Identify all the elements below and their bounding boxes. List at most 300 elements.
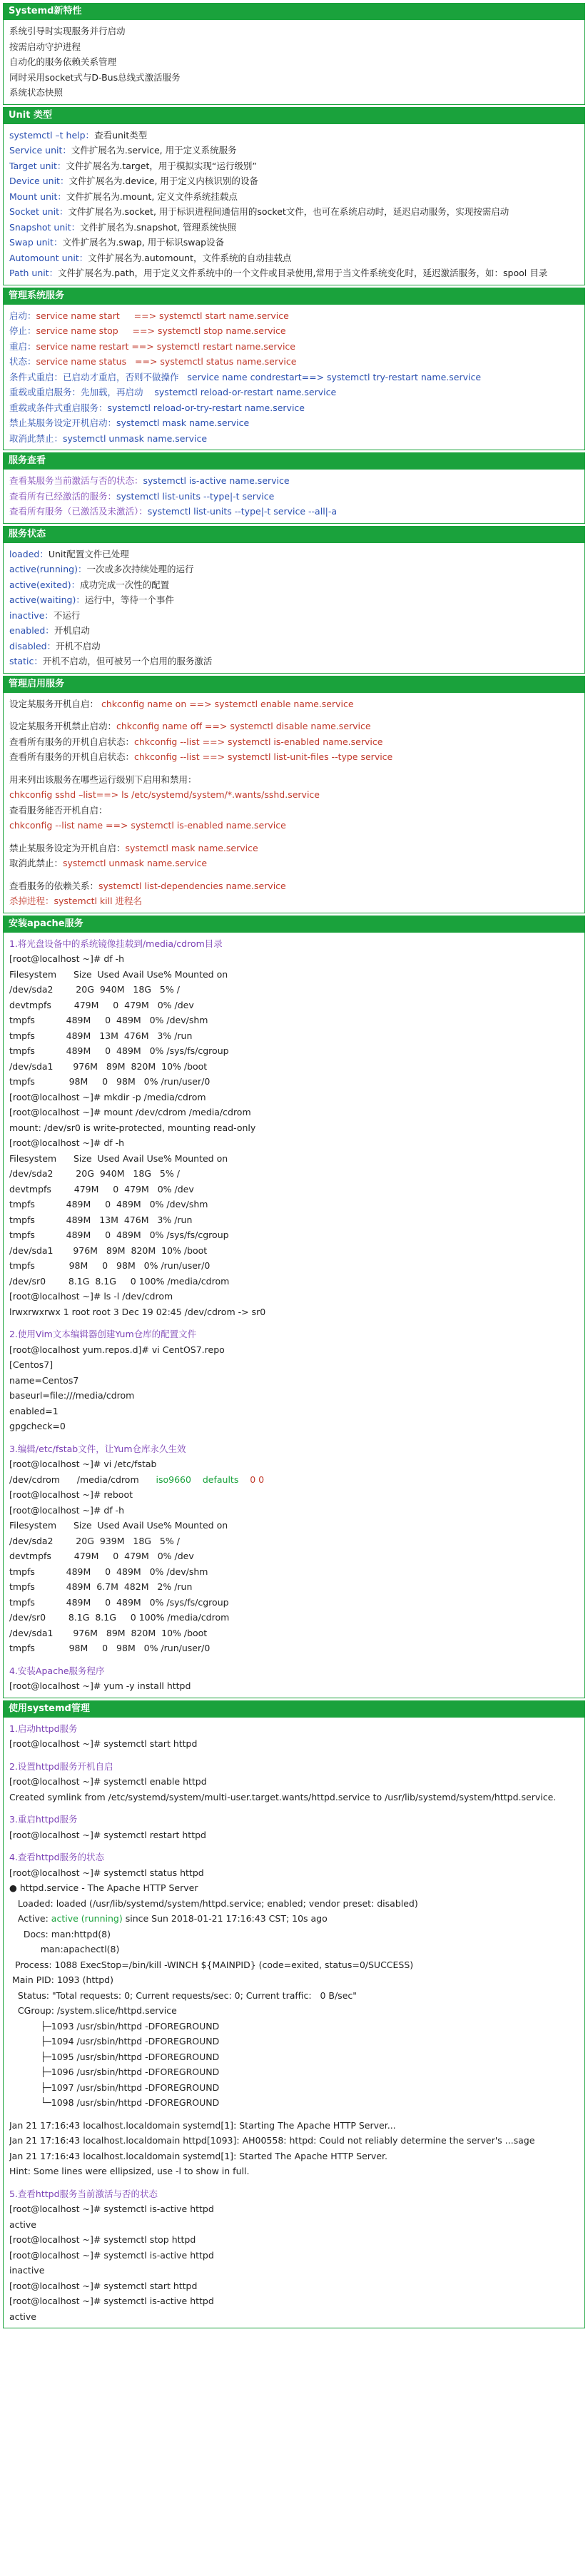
text-line <box>9 1812 579 1827</box>
text-segment: Unit配置文件已处理 <box>48 548 129 559</box>
text-line <box>9 2232 579 2248</box>
text-segment: tmpfs 489M 6.7M 482M 2% /run <box>9 1581 193 1592</box>
text-line <box>9 1274 579 1289</box>
text-line <box>9 1197 579 1212</box>
text-line <box>9 734 579 750</box>
text-segment: Jan 21 17:16:43 localhost.localdomain systemd[1]: Starting The Apache HTTP Server... <box>9 2119 396 2131</box>
text-segment: tmpfs 98M 0 98M 0% /run/user/0 <box>9 1260 211 1271</box>
text-segment: Socket unit： <box>9 206 69 217</box>
text-line <box>9 70 579 86</box>
section-heading: 服务查看 <box>3 452 585 470</box>
section-body <box>3 124 585 285</box>
text-segment: systemctl kill 进程名 <box>54 896 143 906</box>
text-line <box>9 173 579 189</box>
text-segment: [root@localhost ~]# reboot <box>9 1489 133 1500</box>
text-line <box>9 592 579 608</box>
text-line <box>9 1927 579 1942</box>
text-line <box>9 2248 579 2263</box>
text-line <box>9 1357 579 1373</box>
text-segment: 文件扩展名为.socket, 用于标识进程间通信用的socket文件，也可在系统启动时，延迟启动服务，实现按需启动 <box>68 206 510 217</box>
text-segment: 条件式重启：已启动才重启，否则不做操作 service name condrestart==> systemctl try-restart name.service <box>9 371 482 382</box>
text-line <box>9 431 579 447</box>
text-segment: Docs: man:httpd(8) <box>9 1928 111 1939</box>
text-segment: Process: 1088 ExecStop=/bin/kill -WINCH ${MAINPID} (code=exited, status=0/SUCCESS) <box>9 1959 414 1970</box>
text-line <box>9 2049 579 2065</box>
text-segment: 文件扩展名为.mount, 定义文件系统挂载点 <box>66 191 238 202</box>
text-segment: 系统状态快照 <box>9 87 64 98</box>
text-segment: ├─1094 /usr/sbin/httpd -DFOREGROUND <box>9 2036 220 2047</box>
blank-line <box>9 1752 579 1759</box>
text-line <box>9 39 579 55</box>
text-line <box>9 1641 579 1656</box>
text-line <box>9 1166 579 1182</box>
text-line <box>9 128 579 143</box>
text-segment: tmpfs 489M 0 489M 0% /dev/shm <box>9 1566 208 1577</box>
text-line <box>9 1342 579 1358</box>
text-line <box>9 1120 579 1136</box>
text-line <box>9 339 579 355</box>
text-segment: [root@localhost ~]# systemctl status httpd <box>9 1867 204 1878</box>
blank-line <box>9 1842 579 1850</box>
text-segment: ● httpd.service - The Apache HTTP Server <box>9 1882 198 1893</box>
text-segment: [root@localhost ~]# systemctl is-active httpd <box>9 2204 214 2214</box>
text-line <box>9 878 579 894</box>
text-line <box>9 608 579 624</box>
text-segment: chkconfig name on ==> systemctl enable name.service <box>98 698 354 709</box>
text-segment: [root@localhost ~]# df -h <box>9 1504 125 1516</box>
text-segment: man:apachectl(8) <box>9 1944 120 1954</box>
text-segment: ├─1095 /usr/sbin/httpd -DFOREGROUND <box>9 2051 220 2062</box>
text-line <box>9 2164 579 2179</box>
text-segment: Swap unit： <box>9 237 63 248</box>
text-segment: systemctl is-active name.service <box>143 475 290 486</box>
text-segment: [root@localhost ~]# df -h <box>9 1137 125 1148</box>
text-line <box>9 1388 579 1404</box>
text-segment: Automount unit： <box>9 252 88 263</box>
blank-line <box>9 1805 579 1812</box>
text-line <box>9 1736 579 1752</box>
text-line <box>9 204 579 220</box>
text-segment: 一次或多次持续处理的运行 <box>86 564 194 574</box>
section-heading: 安装apache服务 <box>3 916 585 933</box>
text-segment: Service unit： <box>9 145 71 156</box>
text-segment: name=Centos7 <box>9 1374 79 1386</box>
text-line <box>9 235 579 250</box>
text-line <box>9 158 579 174</box>
text-segment: 取消此禁止： <box>9 858 64 868</box>
text-segment: tmpfs 489M 0 489M 0% /dev/shm <box>9 1199 208 1210</box>
text-segment: 1.启动httpd服务 <box>9 1723 78 1734</box>
text-segment: 重载或重启服务：先加载，再启动 systemctl reload-or-restart name.service <box>9 387 337 397</box>
text-line <box>9 893 579 909</box>
text-segment: 按需启动守护进程 <box>9 41 81 52</box>
text-segment: 查看所有服务（已激活及未激活）： <box>9 506 148 517</box>
text-line <box>9 967 579 983</box>
text-segment: [root@localhost ~]# yum -y install httpd <box>9 1680 191 1691</box>
section-body <box>3 1718 585 2329</box>
blank-line <box>9 1434 579 1441</box>
text-segment: 3.编辑/etc/fstab文件，让Yum仓库永久生效 <box>9 1443 186 1454</box>
text-line <box>9 2263 579 2278</box>
text-line <box>9 772 579 788</box>
text-line <box>9 220 579 235</box>
text-segment: Filesystem Size Used Avail Use% Mounted on <box>9 1520 228 1531</box>
section-heading: 管理启用服务 <box>3 676 585 693</box>
section-body <box>3 933 585 1698</box>
text-line <box>9 1258 579 1274</box>
text-segment: Active: <box>9 1913 51 1924</box>
text-segment: active <box>9 2311 36 2322</box>
text-segment: 停止： <box>9 325 36 336</box>
text-segment: gpgcheck=0 <box>9 1421 66 1431</box>
text-segment: /dev/cdrom /media/cdrom <box>9 1474 156 1485</box>
text-segment: [root@localhost ~]# systemctl stop httpd <box>9 2234 196 2245</box>
text-line <box>9 818 579 833</box>
text-line <box>9 1579 579 1595</box>
text-segment: systemctl –t help： <box>9 129 95 141</box>
text-line <box>9 1289 579 1304</box>
text-line <box>9 1896 579 1912</box>
text-segment: chkconfig name off ==> systemctl disable name.service <box>116 721 371 731</box>
text-segment: since Sun 2018-01-21 17:16:43 CST; 10s ago <box>122 1913 328 1924</box>
text-segment: ├─1093 /usr/sbin/httpd -DFOREGROUND <box>9 2020 220 2032</box>
text-line <box>9 1487 579 1503</box>
text-segment: tmpfs 98M 0 98M 0% /run/user/0 <box>9 1643 211 1653</box>
text-segment: 0 0 <box>247 1474 265 1485</box>
blank-line <box>9 1319 579 1327</box>
blank-line <box>9 2179 579 2186</box>
text-line <box>9 1472 579 1488</box>
text-segment: mount: /dev/sr0 is write-protected, mounting read-only <box>9 1122 256 1133</box>
text-line <box>9 1503 579 1518</box>
text-line <box>9 2003 579 2019</box>
text-line <box>9 1957 579 1973</box>
text-line <box>9 1043 579 1059</box>
text-line <box>9 936 579 952</box>
text-line <box>9 623 579 639</box>
text-segment: 重载或条件式重启服务：systemctl reload-or-try-restart name.service <box>9 402 305 413</box>
text-segment: /dev/sda1 976M 89M 820M 10% /boot <box>9 1060 208 1072</box>
text-line <box>9 1243 579 1259</box>
text-line <box>9 1626 579 1641</box>
text-segment: 文件扩展名为.device, 用于定义内核识别的设备 <box>69 176 258 186</box>
text-segment: baseurl=file:///media/cdrom <box>9 1390 135 1401</box>
text-line <box>9 1304 579 1320</box>
text-segment: enabled： <box>9 625 54 636</box>
text-segment: 文件扩展名为.automount，文件系统的自动挂载点 <box>88 252 292 263</box>
text-line <box>9 982 579 998</box>
text-line <box>9 143 579 158</box>
text-segment: systemctl mask name.service <box>125 842 258 853</box>
text-segment: 查看unit类型 <box>94 129 148 141</box>
text-segment: └─1098 /usr/sbin/httpd -DFOREGROUND <box>9 2097 220 2108</box>
text-segment: service name restart ==> systemctl restart name.service <box>36 340 295 352</box>
text-line <box>9 1028 579 1044</box>
text-segment: iso9660 <box>156 1474 191 1485</box>
text-segment: 开机启动 <box>54 625 90 636</box>
text-line <box>9 354 579 370</box>
text-segment: active <box>9 2218 36 2230</box>
text-segment: [root@localhost ~]# systemctl start httpd <box>9 1738 198 1749</box>
text-segment: 状态： <box>9 356 36 367</box>
text-line <box>9 2133 579 2149</box>
text-segment: Mount unit： <box>9 191 66 202</box>
text-segment: 开机不启动 <box>56 640 101 651</box>
section-body <box>3 305 585 451</box>
text-segment: Status: "Total requests: 0; Current requests/sec: 0; Current traffic: 0 B/sec" <box>9 1989 358 2001</box>
text-segment: devtmpfs 479M 0 479M 0% /dev <box>9 1183 194 1195</box>
text-line <box>9 1865 579 1881</box>
section-body <box>3 693 585 913</box>
text-line <box>9 1227 579 1243</box>
text-segment: 设定某服务开机禁止启动： <box>9 721 117 731</box>
text-segment: defaults <box>191 1474 248 1485</box>
text-segment: Filesystem Size Used Avail Use% Mounted on <box>9 968 228 980</box>
text-segment: 杀掉进程： <box>9 896 54 906</box>
text-segment: disabled： <box>9 640 56 651</box>
text-segment: 系统引导时实现服务并行启动 <box>9 26 126 36</box>
text-segment: [root@localhost ~]# mount /dev/cdrom /media/cdrom <box>9 1107 251 1117</box>
text-segment: systemctl list-units --type|-t service --all|-a <box>147 506 338 517</box>
text-segment: /dev/sr0 8.1G 8.1G 0 100% /media/cdrom <box>9 1612 230 1623</box>
blank-line <box>9 2111 579 2118</box>
text-line <box>9 562 579 577</box>
text-segment: 查看服务的依赖关系： <box>9 880 99 891</box>
section-heading: 服务状态 <box>3 526 585 543</box>
text-segment: CGroup: /system.slice/httpd.service <box>9 2005 177 2016</box>
text-line <box>9 323 579 339</box>
text-segment: static： <box>9 656 43 666</box>
text-segment: /dev/sr0 8.1G 8.1G 0 100% /media/cdrom <box>9 1275 230 1287</box>
text-line <box>9 2019 579 2034</box>
text-segment: [root@localhost ~]# ls -l /dev/cdrom <box>9 1291 173 1302</box>
text-segment: [Centos7] <box>9 1359 54 1370</box>
text-line <box>9 749 579 765</box>
section-body <box>3 543 585 674</box>
text-segment: [root@localhost ~]# systemctl restart httpd <box>9 1829 206 1840</box>
text-line <box>9 841 579 856</box>
text-segment: inactive： <box>9 609 54 621</box>
text-segment: 查看某服务当前激活与否的状态： <box>9 475 143 486</box>
text-segment: Path unit： <box>9 268 59 278</box>
text-segment: Main PID: 1093 (httpd) <box>9 1974 113 1985</box>
section-heading: 使用systemd管理 <box>3 1700 585 1718</box>
text-line <box>9 1419 579 1434</box>
text-segment: [root@localhost ~]# mkdir -p /media/cdrom <box>9 1091 206 1102</box>
text-line <box>9 1663 579 1679</box>
text-line <box>9 1721 579 1737</box>
text-line <box>9 24 579 39</box>
text-line <box>9 2080 579 2096</box>
text-segment: inactive <box>9 2265 45 2276</box>
text-segment: Loaded: loaded (/usr/lib/systemd/system/httpd.service; enabled; vendor preset: disabled) <box>9 1897 418 1909</box>
text-line <box>9 1595 579 1611</box>
text-line <box>9 1456 579 1472</box>
text-segment: /dev/sda1 976M 89M 820M 10% /boot <box>9 1627 208 1638</box>
text-segment: 2.设置httpd服务开机自启 <box>9 1760 113 1772</box>
text-segment: [root@localhost ~]# vi /etc/fstab <box>9 1459 157 1469</box>
text-line <box>9 856 579 871</box>
text-segment: [root@localhost ~]# systemctl enable httpd <box>9 1776 207 1787</box>
text-line <box>9 1850 579 1865</box>
text-segment: 文件扩展名为.path，用于定义文件系统中的一个文件或目录使用,常用于当文件系统变化时，延迟激活服务，如：spool 目录 <box>58 268 548 278</box>
text-segment: 重启： <box>9 340 36 352</box>
text-segment: chkconfig --list name ==> systemctl is-enabled name.service <box>9 820 286 831</box>
text-line <box>9 1151 579 1167</box>
text-line <box>9 400 579 416</box>
text-line <box>9 2278 579 2294</box>
text-line <box>9 1533 579 1549</box>
text-segment: systemctl unmask name.service <box>63 858 208 868</box>
text-line <box>9 1827 579 1843</box>
text-line <box>9 1988 579 2004</box>
text-segment: active(exited)： <box>9 579 81 590</box>
text-line <box>9 1972 579 1988</box>
text-line <box>9 1059 579 1075</box>
text-segment: ├─1096 /usr/sbin/httpd -DFOREGROUND <box>9 2067 220 2077</box>
text-line <box>9 1564 579 1580</box>
text-segment: 运行中，等待一个事件 <box>84 594 174 605</box>
text-line <box>9 2064 579 2080</box>
text-line <box>9 998 579 1013</box>
text-segment: Jan 21 17:16:43 localhost.localdomain httpd[1093]: AH00558: httpd: Could not reliably determine the server's ...sage <box>9 2135 535 2146</box>
text-segment: 3.重启httpd服务 <box>9 1814 78 1825</box>
text-segment: 自动化的服务依赖关系管理 <box>9 56 117 67</box>
text-line <box>9 1790 579 1805</box>
text-segment: 文件扩展名为.target，用于模拟实现“运行级别” <box>66 160 257 171</box>
text-segment: tmpfs 489M 0 489M 0% /sys/fs/cgroup <box>9 1229 229 1240</box>
text-segment: lrwxrwxrwx 1 root root 3 Dec 19 02:45 /dev/cdrom -> sr0 <box>9 1306 266 1317</box>
text-segment: 文件扩展名为.snapshot, 管理系统快照 <box>80 221 237 233</box>
document-page <box>3 0 585 2333</box>
text-line <box>9 1404 579 1419</box>
text-segment: loaded： <box>9 548 49 559</box>
text-segment: /dev/sda1 976M 89M 820M 10% /boot <box>9 1244 208 1256</box>
blank-line <box>9 765 579 772</box>
text-line <box>9 473 579 489</box>
text-line <box>9 2034 579 2049</box>
text-segment: [root@localhost ~]# systemctl start httpd <box>9 2280 198 2291</box>
section-heading: 管理系统服务 <box>3 288 585 305</box>
text-segment: 不运行 <box>53 609 81 621</box>
text-line <box>9 385 579 400</box>
text-segment: 禁止某服务设定开机启动：systemctl mask name.service <box>9 417 250 428</box>
text-line <box>9 803 579 818</box>
text-line <box>9 2201 579 2217</box>
text-line <box>9 787 579 803</box>
text-line <box>9 1074 579 1090</box>
text-segment: service name status ==> systemctl status name.service <box>36 356 297 367</box>
text-segment: enabled=1 <box>9 1405 59 1416</box>
text-segment: [root@localhost ~]# systemctl is-active httpd <box>9 2249 214 2261</box>
text-line <box>9 547 579 562</box>
text-segment: [root@localhost yum.repos.d]# vi CentOS7.repo <box>9 1344 225 1355</box>
text-segment: service name start ==> systemctl start name.service <box>36 310 289 321</box>
text-segment: 文件扩展名为.service, 用于定义系统服务 <box>71 145 237 156</box>
text-line <box>9 1090 579 1105</box>
text-line <box>9 504 579 519</box>
text-line <box>9 577 579 593</box>
section-heading: Unit 类型 <box>3 107 585 124</box>
text-segment: 禁止某服务设定为开机自启： <box>9 842 126 853</box>
text-line <box>9 719 579 734</box>
text-line <box>9 415 579 431</box>
text-segment: tmpfs 489M 0 489M 0% /dev/shm <box>9 1015 208 1025</box>
text-line <box>9 2217 579 2233</box>
text-segment: devtmpfs 479M 0 479M 0% /dev <box>9 999 194 1010</box>
text-line <box>9 1441 579 1457</box>
text-segment: chkconfig --list ==> systemctl list-unit-files --type service <box>134 751 393 762</box>
text-line <box>9 1105 579 1120</box>
text-line <box>9 951 579 967</box>
text-segment: Target unit： <box>9 160 66 171</box>
text-line <box>9 265 579 281</box>
text-line <box>9 1942 579 1957</box>
text-segment: 4.安装Apache服务程序 <box>9 1665 105 1676</box>
blank-line <box>9 1656 579 1663</box>
text-line <box>9 1135 579 1151</box>
text-line <box>9 1373 579 1389</box>
text-segment: 5.查看httpd服务当前激活与否的状态 <box>9 2188 158 2199</box>
text-segment: active (running) <box>51 1913 123 1924</box>
text-segment: 查看所有服务的开机自启状态： <box>9 751 135 762</box>
text-line <box>9 1880 579 1896</box>
text-line <box>9 2309 579 2325</box>
text-segment: tmpfs 489M 0 489M 0% /sys/fs/cgroup <box>9 1596 229 1608</box>
text-line <box>9 2149 579 2164</box>
text-line <box>9 370 579 385</box>
text-segment: 查看服务能否开机自启： <box>9 804 108 816</box>
text-segment: systemctl list-units --type|-t service <box>116 490 275 502</box>
text-line <box>9 189 579 205</box>
text-segment: Filesystem Size Used Avail Use% Mounted on <box>9 1152 228 1164</box>
text-segment: tmpfs 489M 0 489M 0% /sys/fs/cgroup <box>9 1045 229 1056</box>
text-segment: chkconfig sshd –list==> ls /etc/systemd/system/*.wants/sshd.service <box>9 789 320 800</box>
text-segment: 查看所有已经激活的服务： <box>9 490 117 502</box>
text-line <box>9 1759 579 1775</box>
text-line <box>9 1911 579 1927</box>
text-line <box>9 1548 579 1564</box>
text-segment: systemctl list-dependencies name.service <box>98 880 286 891</box>
text-segment: 成功完成一次性的配置 <box>80 579 170 590</box>
text-segment: Jan 21 17:16:43 localhost.localdomain systemd[1]: Started The Apache HTTP Server. <box>9 2150 387 2161</box>
blank-line <box>9 711 579 719</box>
text-segment: 启动： <box>9 310 36 321</box>
text-segment: 1.将光盘设备中的系统镜像挂载到/media/cdrom目录 <box>9 938 223 949</box>
text-segment: active(waiting)： <box>9 594 85 605</box>
text-segment: ├─1097 /usr/sbin/httpd -DFOREGROUND <box>9 2081 220 2093</box>
text-line <box>9 489 579 504</box>
section-body <box>3 20 585 105</box>
text-line <box>9 1327 579 1342</box>
text-line <box>9 250 579 266</box>
text-segment: 文件扩展名为.swap, 用于标识swap设备 <box>62 237 225 248</box>
text-line <box>9 1610 579 1626</box>
section-body <box>3 470 585 524</box>
text-segment: 4.查看httpd服务的状态 <box>9 1852 105 1862</box>
text-segment: Created symlink from /etc/systemd/system/multi-user.target.wants/httpd.service to /usr/lib/systemd/system/httpd.service. <box>9 1791 557 1802</box>
text-line <box>9 2293 579 2309</box>
text-line <box>9 1013 579 1028</box>
text-line <box>9 2095 579 2111</box>
text-line <box>9 1182 579 1197</box>
text-segment: [root@localhost ~]# df -h <box>9 953 125 964</box>
blank-line <box>9 871 579 878</box>
text-segment: 2.使用Vim文本编辑器创建Yum仓库的配置文件 <box>9 1329 197 1339</box>
text-line <box>9 308 579 324</box>
text-line <box>9 1212 579 1228</box>
text-segment: 开机不启动，但可被另一个启用的服务激活 <box>42 656 213 666</box>
